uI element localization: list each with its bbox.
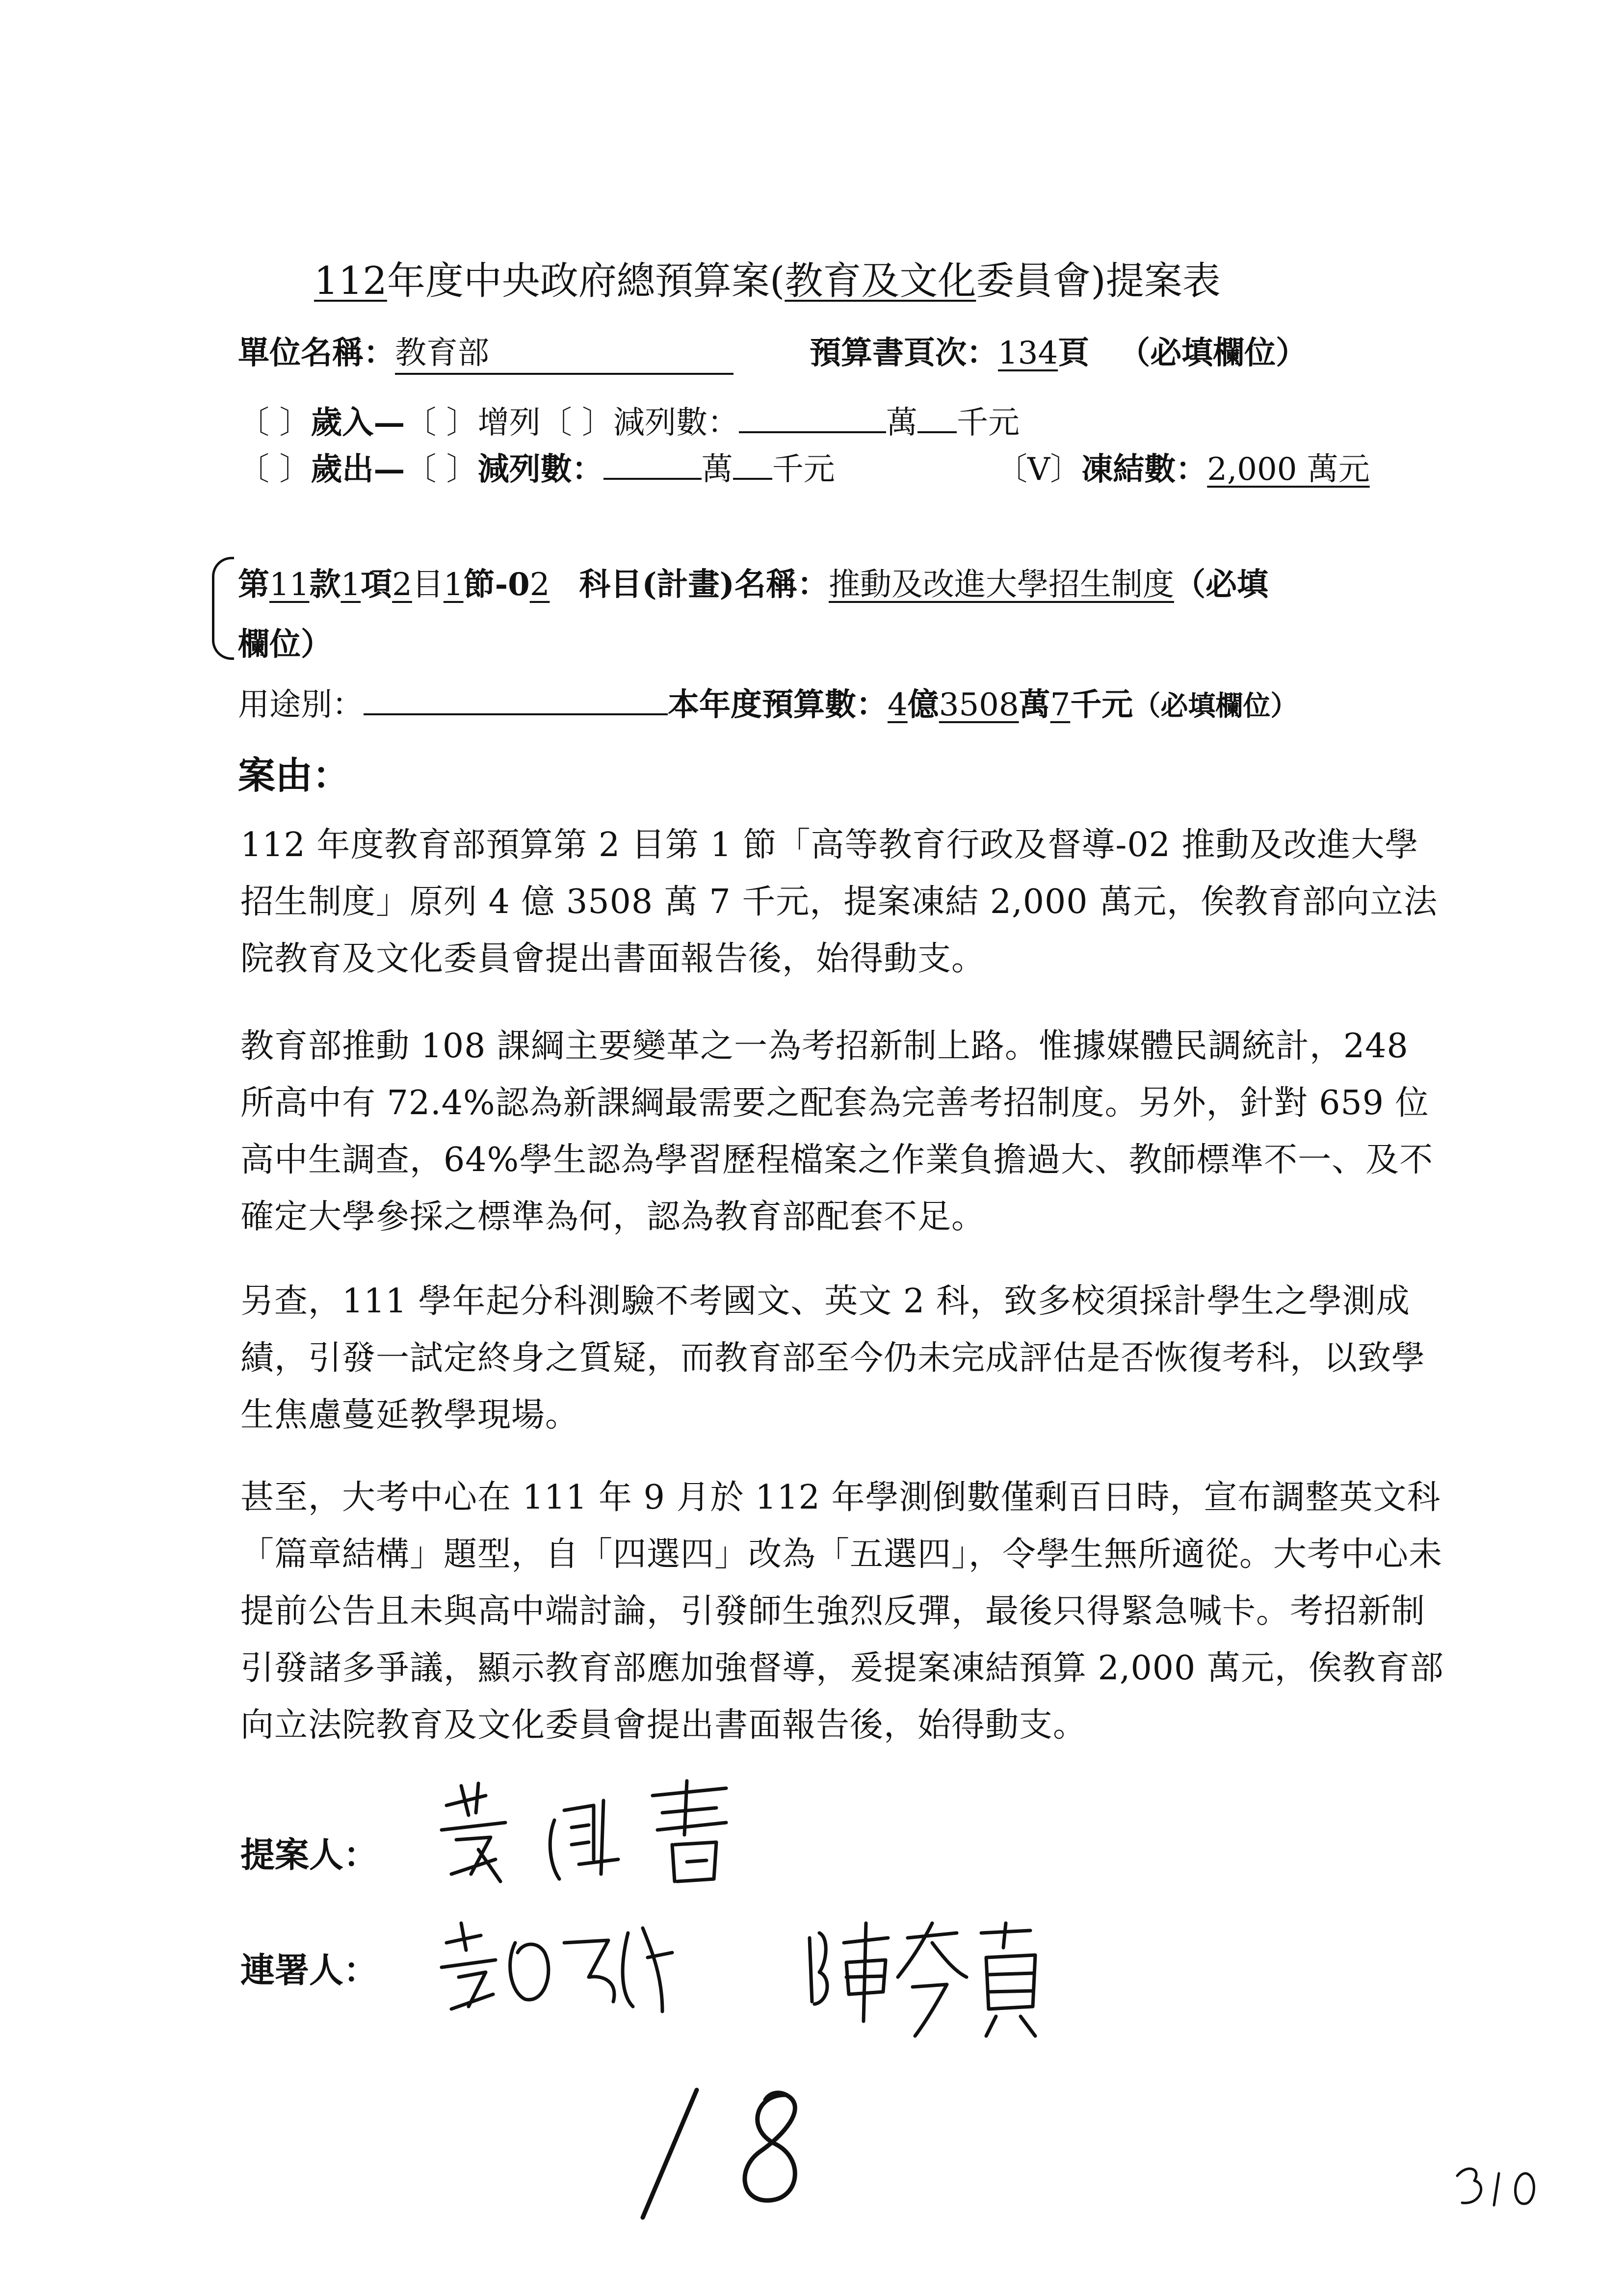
page-unit: 頁: [1058, 335, 1090, 371]
paragraph-2: 教育部推動 108 課綱主要變革之一為考招新制上路。惟據媒體民調統計，248 所高中有 72.4%認為新課綱最需要之配套為完善考招制度。另外，針對 659 位高中生調查，64%學生認為學習歷程檔案之作業負擔過大、教師標準不一、及不確定大學參採之標準為何，認為教育部配套不足。: [240, 1027, 1434, 1236]
subject-jie-value: 1: [443, 567, 464, 603]
page-required: （必填欄位）: [1119, 335, 1308, 371]
revenue-decrease-label: 減列數：: [613, 405, 739, 441]
handwritten-number-18: [628, 2080, 854, 2227]
subject-required-a: （必填: [1174, 566, 1268, 603]
subject-required-b: 欄位）: [238, 626, 332, 663]
page-label: 預算書頁次：: [810, 335, 998, 371]
page-value: 134: [998, 335, 1058, 371]
revenue-checkbox: 〔 〕: [238, 405, 311, 441]
usage-blank: [364, 682, 668, 715]
subject-kuan-label: 款: [309, 566, 341, 603]
expense-checkbox: 〔 〕: [238, 451, 311, 488]
title-part2: 委員會)提案表: [976, 259, 1221, 303]
revenue-wan-label: 萬: [886, 405, 918, 441]
usage-row: [238, 679, 1298, 725]
budget-wan-value: 3508: [939, 687, 1019, 723]
subject-name-value: 推動及改進大學招生制度: [828, 567, 1174, 603]
budget-label: 本年度預算數：: [668, 686, 888, 723]
revenue-increase-checkbox: 〔 〕: [405, 405, 478, 441]
budget-yi-label: 億: [907, 686, 939, 723]
subject-kuan-value: 11: [269, 567, 310, 603]
revenue-decrease-checkbox: 〔 〕: [540, 405, 614, 441]
form-title: [314, 250, 1221, 305]
subject-mu-value: 2: [392, 567, 412, 603]
freeze-value: 2,000 萬元: [1207, 451, 1370, 488]
cosigner-label: 連署人：: [240, 1950, 378, 1990]
subject-xiang-value: 1: [341, 567, 361, 603]
subject-jie-suffix: 2: [529, 567, 550, 603]
subject-bracket: [212, 557, 234, 660]
proposer-signature: [432, 1776, 775, 1894]
cosigner-signature-2: [800, 1918, 1074, 2046]
revenue-increase-label: 增列: [477, 405, 541, 441]
budget-required: （必填欄位）: [1133, 690, 1298, 722]
freeze-checkbox: 〔V〕: [996, 451, 1082, 488]
expense-qian-label: 千元: [772, 451, 835, 488]
expense-line: [238, 444, 835, 489]
revenue-label: 歲入—: [311, 404, 405, 441]
unit-value: 教育部: [395, 335, 489, 371]
freeze-field: [996, 444, 1370, 489]
freeze-label: 凍結數：: [1081, 451, 1207, 488]
revenue-qian-blank: [917, 400, 957, 433]
subject-name-label: 科目(計畫)名稱：: [579, 566, 829, 603]
subject-xiang-label: 項: [361, 566, 393, 603]
page-number: [1452, 2159, 1545, 2218]
unit-label: 單位名稱：: [238, 335, 395, 371]
title-committee: 教育及文化: [785, 259, 976, 303]
expense-wan-label: 萬: [701, 451, 733, 488]
budget-page-row: [810, 328, 1307, 373]
expense-qian-blank: [733, 446, 772, 480]
budget-yi-value: 4: [888, 687, 908, 723]
revenue-wan-blank: [739, 400, 886, 433]
usage-label: 用途別：: [238, 687, 364, 723]
title-year: 112: [314, 259, 387, 303]
budget-qian-label: 千元: [1070, 686, 1133, 723]
paragraph-3: 另查，111 學年起分科測驗不考國文、英文 2 科，致多校須採計學生之學測成績，引發一試定終身之質疑，而教育部至今仍未完成評估是否恢復考科，以致學生焦慮蔓延教學現場。: [240, 1282, 1426, 1435]
unit-row: [238, 328, 733, 375]
budget-qian-value: 7: [1050, 687, 1071, 723]
cosigner-signature-1: [432, 1913, 775, 2021]
budget-wan-label: 萬: [1019, 686, 1050, 723]
reason-heading: 案由：: [238, 754, 350, 797]
expense-decrease-checkbox: 〔 〕: [405, 451, 478, 488]
unit-field: [395, 328, 733, 375]
title-part1: 年度中央政府總預算案(: [387, 259, 785, 303]
proposer-label: 提案人：: [240, 1834, 378, 1875]
expense-label: 歲出—: [311, 451, 405, 488]
expense-wan-blank: [603, 446, 702, 480]
subject-di: 第: [238, 566, 269, 603]
revenue-qian-label: 千元: [957, 405, 1020, 441]
revenue-line: [238, 397, 1020, 443]
subject-mu-label: 目: [412, 567, 444, 603]
expense-decrease-label: 減列數：: [477, 451, 603, 488]
paragraph-4: 甚至，大考中心在 111 年 9 月於 112 年學測倒數僅剩百日時，宣布調整英文科「篇章結構」題型，自「四選四」改為「五選四」，令學生無所適從。大考中心未提前公告且未與高中端討論，引發師生強烈反彈，最後只得緊急喊卡。考招新制引發諸多爭議，顯示教育部應加強督導，爰提案凍結預算 2,000 萬元，俟教育部向立法院教育及文化委員會提出書面報告後，始得動支。: [240, 1478, 1444, 1745]
subject-row: [238, 559, 1268, 604]
paragraph-1: 112 年度教育部預算第 2 目第 1 節「高等教育行政及督導-02 推動及改進大學招生制度」原列 4 億 3508 萬 7 千元，提案凍結 2,000 萬元，俟教育部向立法院教育及文化委員會提出書面報告後，始得動支。: [240, 826, 1438, 978]
subject-jie-label: 節-0: [463, 566, 530, 603]
